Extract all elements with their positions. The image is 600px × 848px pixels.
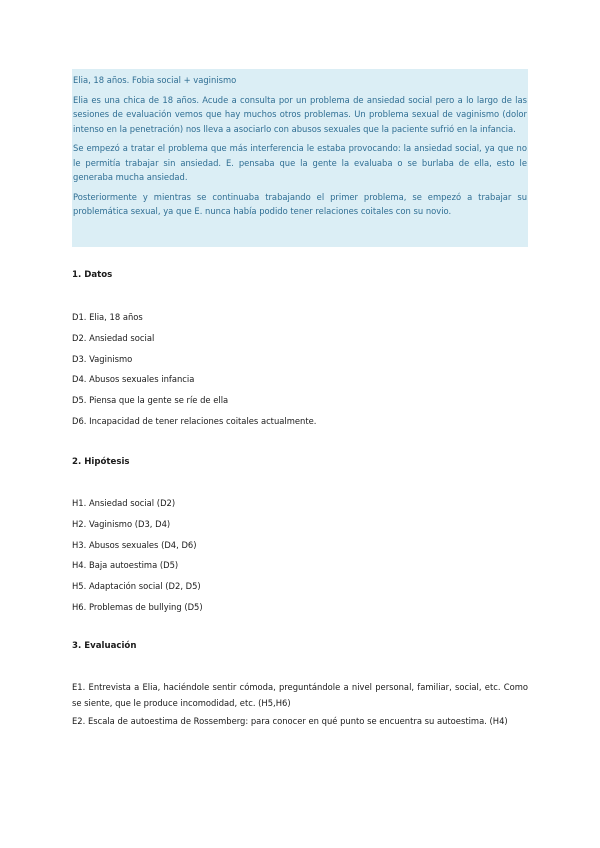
hipotesis-item: H1. Ansiedad social (D2) [72, 498, 176, 508]
datos-item: D6. Incapacidad de tener relaciones coitales actualmente. [72, 415, 317, 426]
hipotesis-list [72, 496, 203, 621]
datos-item: D5. Piensa que la gente se ríe de ella [72, 395, 229, 406]
section-heading-datos: 1. Datos [72, 270, 113, 280]
hipotesis-item: H4. Baja autoestima (D5) [72, 560, 179, 571]
hipotesis-item: H6. Problemas de bullying (D5) [72, 601, 203, 612]
hipotesis-item: H5. Adaptación social (D2, D5) [72, 581, 201, 592]
evaluacion-list [72, 680, 528, 733]
case-title: Elia, 18 años. Fobia social + vaginismo [73, 75, 237, 85]
hipotesis-item: H3. Abusos sexuales (D4, D6) [72, 539, 197, 550]
datos-item: D1. Elia, 18 años [72, 312, 143, 322]
datos-item: D2. Ansiedad social [72, 332, 155, 343]
evaluacion-item: E2. Escala de autoestima de Rossemberg: para conocer en qué punto se encuentra su autoestima. (H4) [72, 716, 508, 726]
case-paragraph: Elia es una chica de 18 años. Acude a consulta por un problema de ansiedad social pero a lo largo de las sesiones de evaluación vemos que hay muchos otros problemas. Un problema sexual de vaginismo (dolor intenso en la penetración) nos lleva a asociarlo con abusos sexuales que la paciente sufrió en la infancia. [73, 94, 527, 134]
datos-item: D4. Abusos sexuales infancia [72, 374, 195, 385]
datos-item: D3. Vaginismo [72, 353, 133, 364]
datos-list [72, 310, 316, 435]
case-paragraph: Se empezó a tratar el problema que más interferencia le estaba provocando: la ansiedad social, ya que no le permitía trabajar sin ansiedad. E. pensaba que la gente la evaluaba o se burlaba de ella, esto le generaba mucha ansiedad. [73, 143, 527, 182]
evaluacion-item: E1. Entrevista a Elia, haciéndole sentir cómoda, preguntándole a nivel personal, familiar, social, etc. Como se siente, que le produce incomodidad, etc. (H5,H6) [72, 682, 528, 708]
section-heading-hipotesis: 2. Hipótesis [72, 457, 130, 467]
case-summary-box [72, 69, 528, 247]
hipotesis-item: H2. Vaginismo (D3, D4) [72, 518, 171, 529]
section-heading-evaluacion: 3. Evaluación [72, 641, 137, 651]
case-paragraph: Posteriormente y mientras se continuaba trabajando el primer problema, se empezó a trabajar su problemática sexual, ya que E. nunca había podido tener relaciones coitales con su novio. [73, 191, 527, 216]
